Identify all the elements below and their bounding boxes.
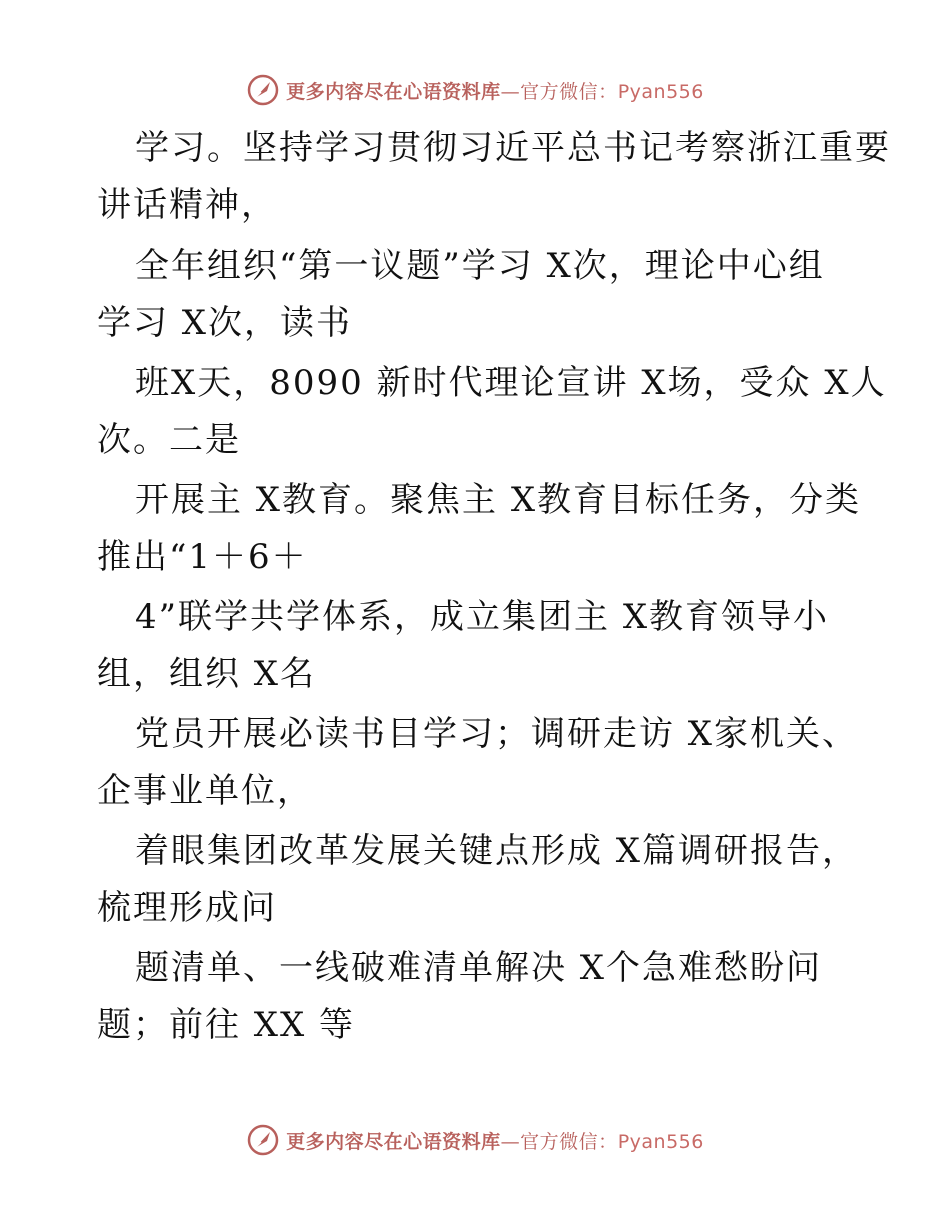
body-line-10: 组，组织 X名 xyxy=(97,654,317,694)
watermark-text xyxy=(286,77,704,104)
footer-watermark-banner xyxy=(0,1120,950,1160)
body-line-9: 4”联学共学体系，成立集团主 X教育领导小 xyxy=(135,597,830,637)
body-line-7: 开展主 X教育。聚焦主 X教育目标任务，分类 xyxy=(135,480,862,520)
watermark-wechat-id: Pyan556 xyxy=(617,80,704,103)
body-line-6: 次。二是 xyxy=(97,420,241,460)
watermark-dash: — xyxy=(500,80,521,103)
body-line-16: 题；前往 XX 等 xyxy=(97,1005,356,1045)
watermark-slogan: 更多内容尽在心语资料库 xyxy=(286,80,501,103)
body-line-12: 企事业单位， xyxy=(97,771,313,811)
body-line-5: 班X天，8090 新时代理论宣讲 X场，受众 X人 xyxy=(135,363,887,403)
watermark-wechat-label: 官方微信： xyxy=(520,1130,618,1153)
watermark-slogan: 更多内容尽在心语资料库 xyxy=(286,1130,501,1153)
body-line-15: 题清单、一线破难清单解决 X个急难愁盼问 xyxy=(135,948,823,988)
watermark-wechat-id: Pyan556 xyxy=(617,1130,704,1153)
watermark-wechat-label: 官方微信： xyxy=(520,80,618,103)
body-line-1: 学习。坚持学习贯彻习近平总书记考察浙江重要 xyxy=(135,128,891,168)
body-line-2: 讲话精神， xyxy=(97,185,277,225)
body-line-11: 党员开展必读书目学习；调研走访 X家机关、 xyxy=(135,714,859,754)
body-line-8: 推出“1＋6＋ xyxy=(97,537,308,577)
watermark-text xyxy=(286,1127,704,1154)
body-line-14: 梳理形成问 xyxy=(97,888,277,928)
feather-logo-icon xyxy=(246,1123,280,1157)
body-line-4: 学习 X次，读书 xyxy=(97,303,353,343)
body-line-13: 着眼集团改革发展关键点形成 X篇调研报告， xyxy=(135,831,859,871)
feather-logo-icon xyxy=(246,73,280,107)
body-line-3: 全年组织“第一议题”学习 X次，理论中心组 xyxy=(135,246,825,286)
watermark-dash: — xyxy=(500,1130,521,1153)
header-watermark-banner xyxy=(0,70,950,110)
